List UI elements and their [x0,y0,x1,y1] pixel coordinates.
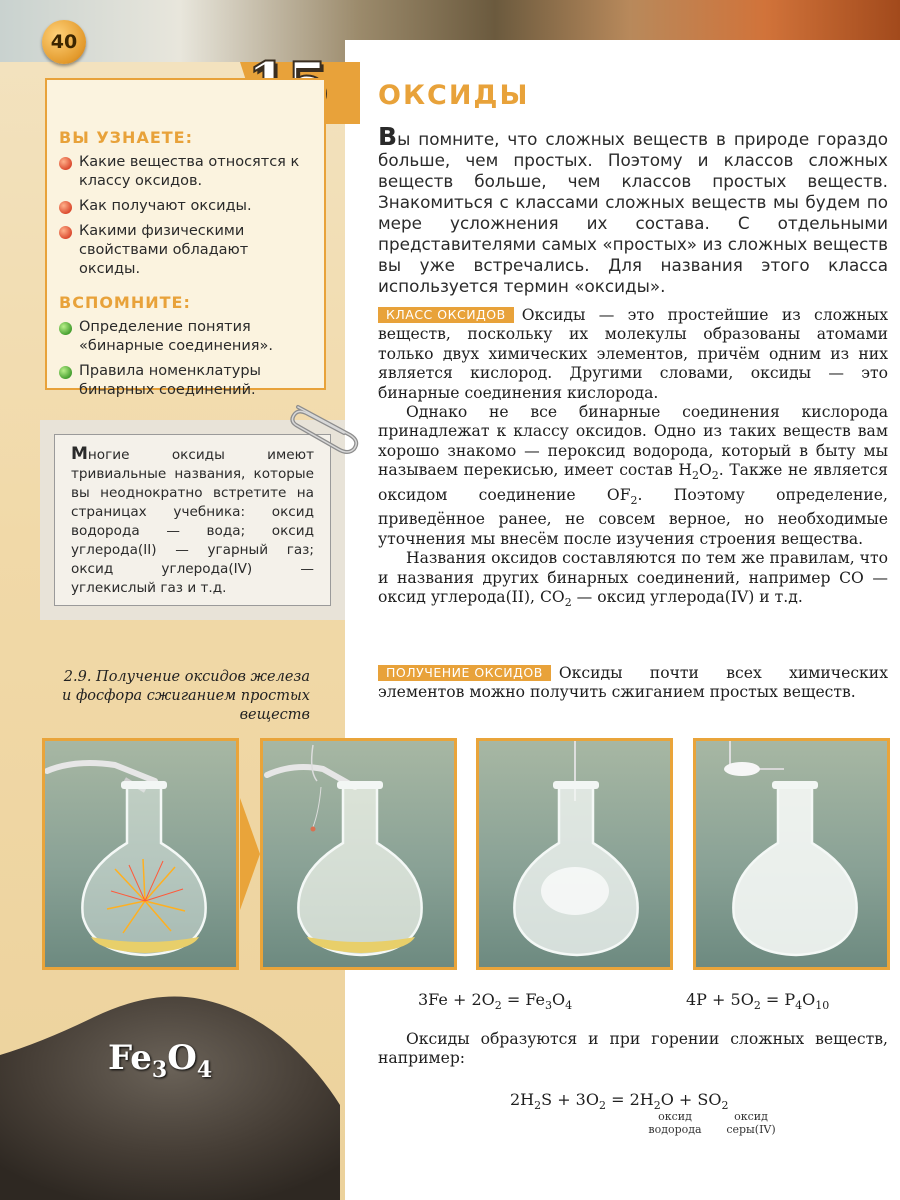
red-bullet-icon [59,157,72,170]
iron-oxide-pile-image [0,985,340,1200]
class-paragraph-2: Однако не все бинарные соединения кислорода принадлежат к классу оксидов. Одно из таких веществ вам хорошо знакомо — пероксид водорода, который в быту мы называем перекисью, имеет состав $H_2O_2$. Также не является оксидом соединение $OF_2$. Поэтому определение, приведённое ранее, не совсем верное, но необходимые уточнения мы внесём после изучения строения вещества. [378,403,888,548]
flask-panel-iron-burning [42,738,239,970]
obtain-paragraph: ПОЛУЧЕНИЕ ОКСИДОВ Оксиды почти всех химических элементов можно получить сжиганием простых веществ. [378,664,888,702]
learn-item: Какими физическими свойствами обладают оксиды. [59,222,312,279]
note-text: Многие оксиды имеют тривиальные названия, которые вы неоднократно встретите на страницах учебника: оксид водорода — вода; оксид углерода(II) — угарный газ; оксид углерода(IV) — углекислый газ и т.д. [54,434,331,606]
equation-hydrogen-sulfide: $2H_2S + 3O_2 = 2H_2O + SO_2$ [510,1090,729,1113]
label-water-oxide: оксид водорода [648,1110,702,1136]
recall-item: Правила номенклатуры бинарных соединений. [59,362,312,400]
class-section [378,306,888,612]
paperclip-icon [288,395,368,455]
learn-heading: ВЫ УЗНАЕТЕ: [59,128,193,147]
sequence-arrow-icon [240,738,260,970]
page-number: 40 [42,20,86,64]
flask-panel-phosphorus-burning [476,738,673,970]
flask-phosphorus-after-icon [696,741,890,970]
obtain-section [378,664,888,703]
equation-phosphorus: $4P + 5O_2 = P_4O_{10}$ [686,990,830,1013]
class-paragraph-1: КЛАСС ОКСИДОВ Оксиды — это простейшие из сложных веществ, поскольку их молекулы образованы атомами только двух химических элементов, причём одним из них является кислород. Другими словами, оксиды — это бинарные соединения кислорода. [378,306,888,402]
learn-item: Какие вещества относятся к классу оксидов. [59,153,312,191]
flask-iron-burning-icon [45,741,239,970]
green-bullet-icon [59,366,72,379]
class-paragraph-3: Названия оксидов составляются по тем же правилам, что и названия других бинарных соединений, например CO — оксид углерода(II), $CO_2$ — оксид углерода(IV) и т.д. [378,549,888,610]
equation-iron: $3Fe + 2O_2 = Fe_3O_4$ [418,990,573,1013]
green-bullet-icon [59,322,72,335]
iron-oxide-formula: $Fe_3O_4$ [108,1038,213,1083]
page-title: ОКСИДЫ [378,80,530,111]
learn-box [45,78,326,398]
flask-iron-after-icon [263,741,457,970]
flask-panel-phosphorus-after [693,738,890,970]
complex-paragraph: Оксиды образуются и при горении сложных веществ, например: [378,1030,888,1068]
red-bullet-icon [59,226,72,239]
recall-item: Определение понятия «бинарные соединения». [59,318,312,356]
intro-paragraph: Вы помните, что сложных веществ в природе гораздо больше, чем простых. Поэтому и классов сложных веществ больше, чем классов простых веществ. Знакомиться с классами сложных веществ мы будем по мере усложнения их состава. С отдельными представителями самых «простых» из сложных веществ вы уже встречались. Для названия этого класса используется термин «оксиды». [378,122,888,296]
learn-item: Как получают оксиды. [59,197,312,216]
figure-caption: 2.9. Получение оксидов железа и фосфора сжиганием простых веществ [62,669,310,723]
red-bullet-icon [59,201,72,214]
section-tag-obtain: ПОЛУЧЕНИЕ ОКСИДОВ [378,665,551,681]
flask-phosphorus-burning-icon [479,741,673,970]
header-photo-strip [0,0,900,62]
section-tag-class: КЛАСС ОКСИДОВ [378,307,514,323]
label-sulfur-oxide: оксид серы(IV) [726,1110,776,1136]
flask-panel-iron-after [260,738,457,970]
recall-heading: ВСПОМНИТЕ: [59,293,191,312]
